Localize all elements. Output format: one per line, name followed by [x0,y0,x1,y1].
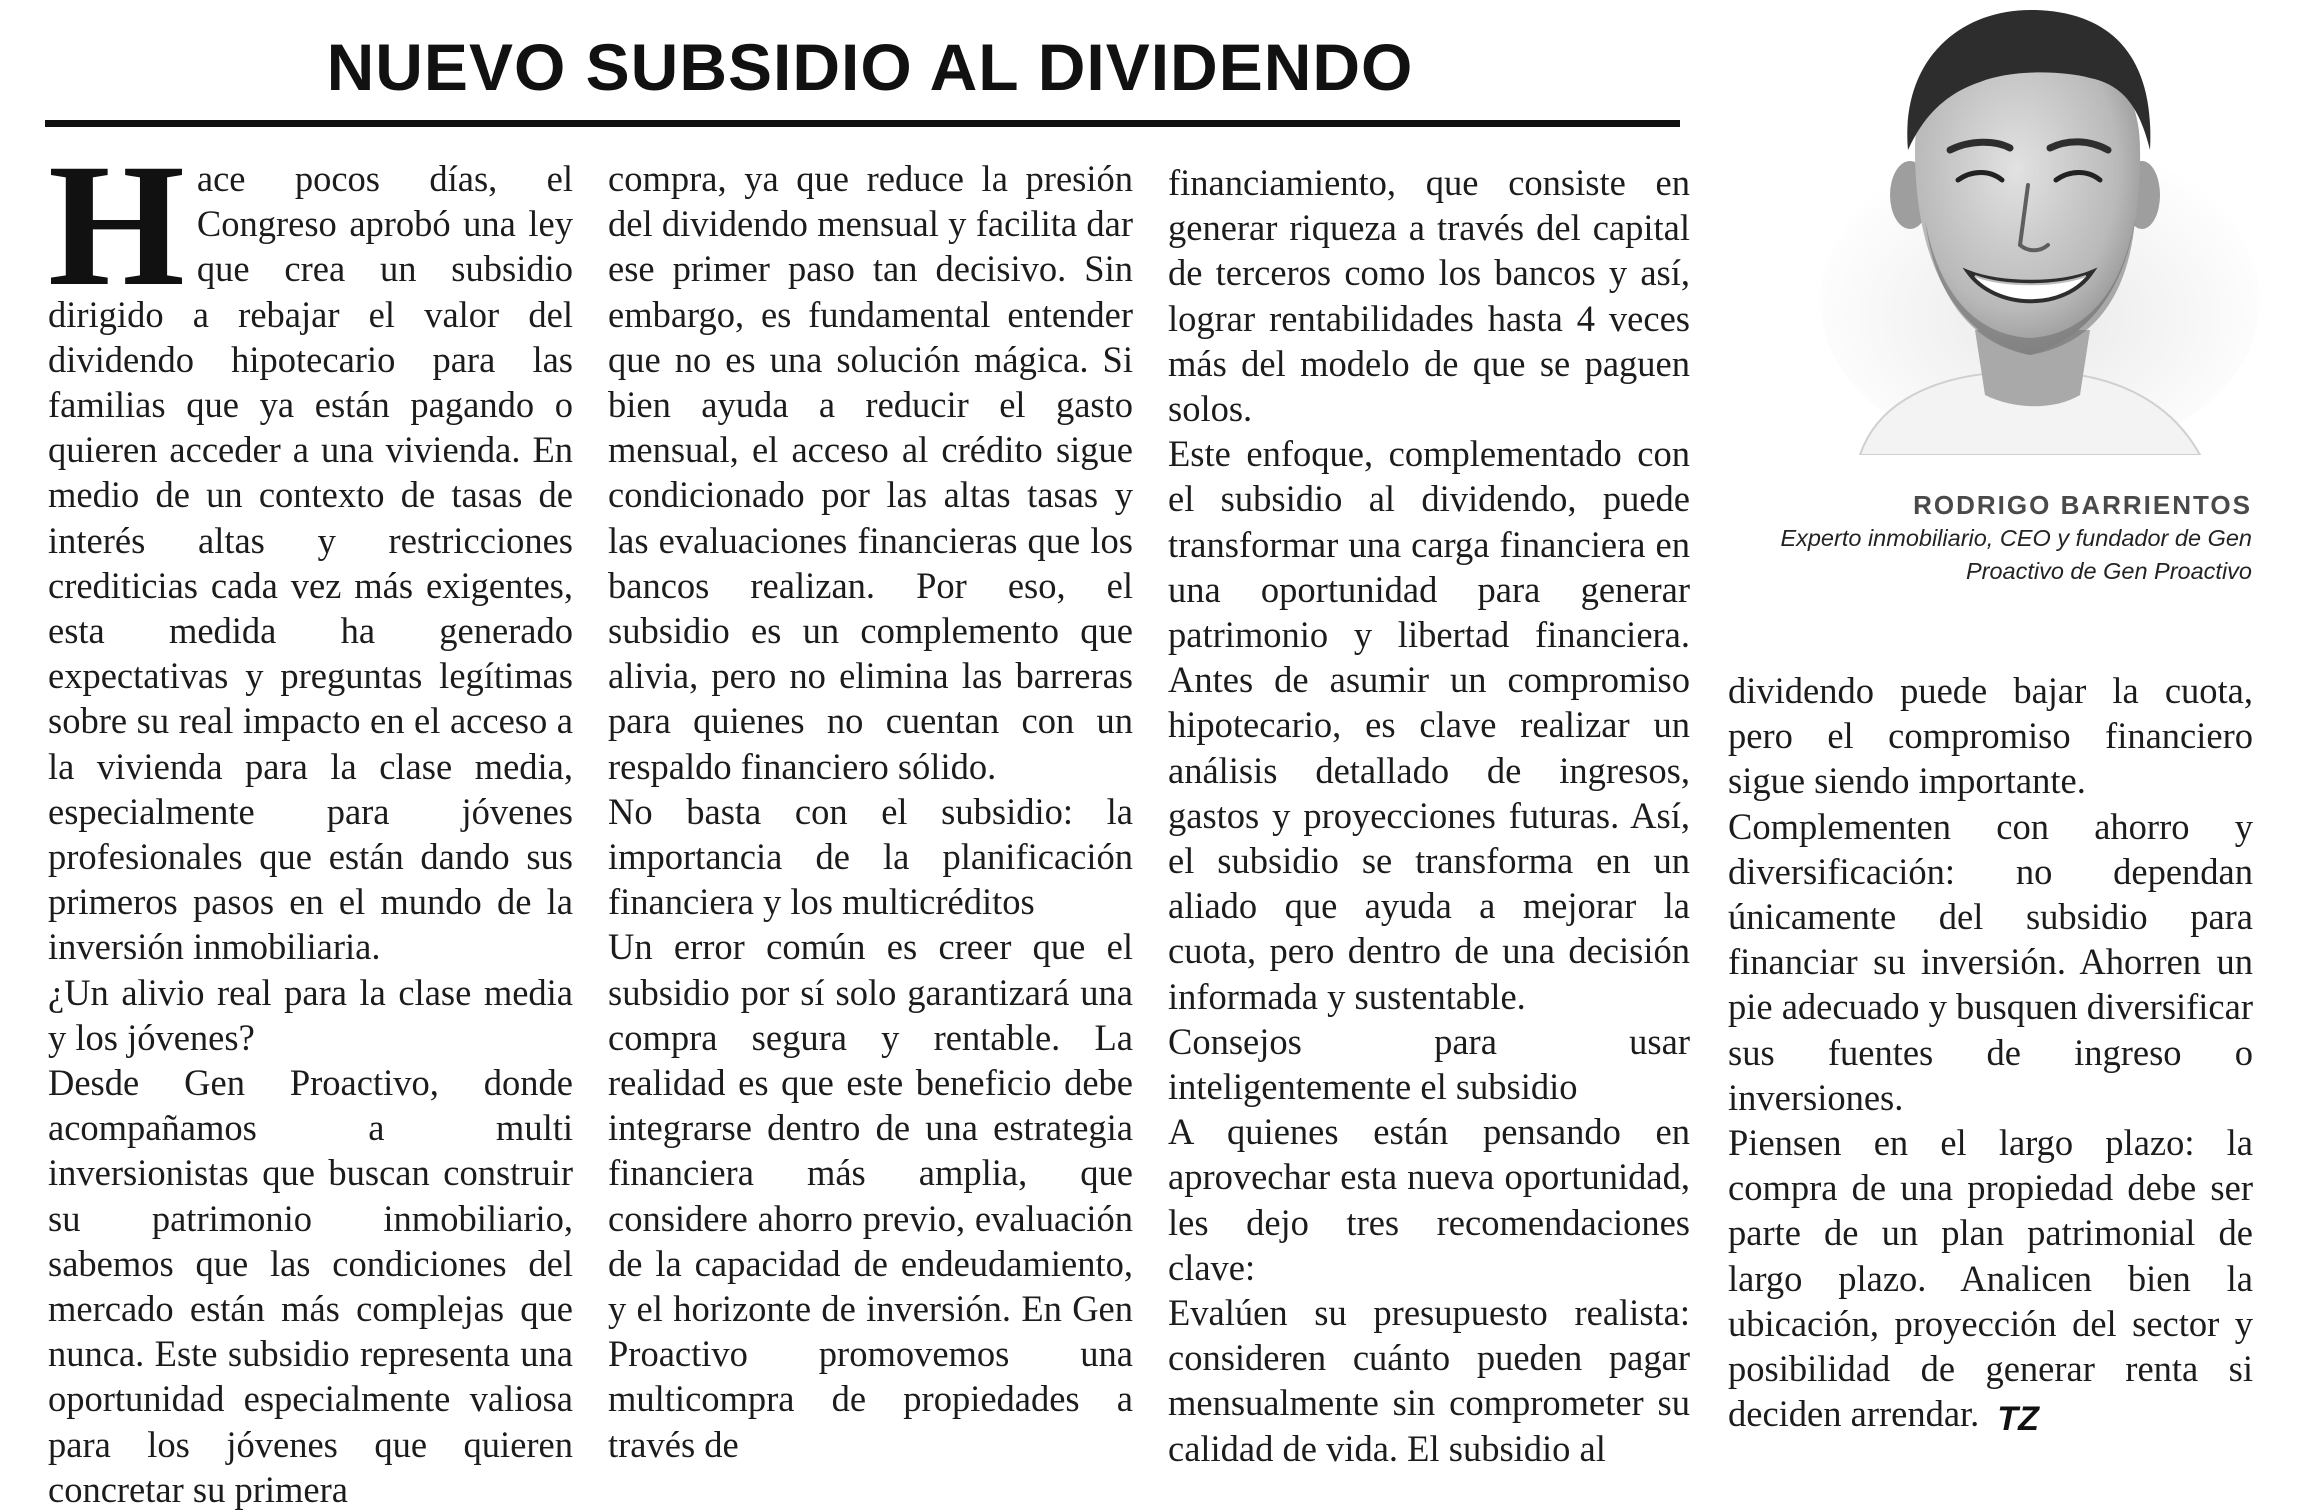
drop-cap: H [48,128,185,323]
author-name: RODRIGO BARRIENTOS [1913,490,2252,520]
subheading: ¿Un alivio real para la clase media y los jóvenes? [48,971,573,1058]
article-column-4 [1728,668,2253,1442]
paragraph: Desde Gen Proactivo, donde acompañamos a multi inversionistas que buscan construir su patrimonio inmobiliario, sabemos que las condiciones del mercado están más complejas que nunca. Este subsidio representa una oportunidad especialmente valiosa para los jóvenes que quieren concretar su primera [48,1062,573,1510]
headline: NUEVO SUBSIDIO AL DIVIDENDO [326,30,1414,104]
paragraph: compra, ya que reduce la presión del dividendo mensual y facilita dar ese primer paso tan decisivo. Sin embargo, es fundamental entender que no es una solución mágica. Si bien ayuda a reducir el gasto mensual, el acceso al crédito sigue condicionado por las altas tasas y las evaluaciones financieras que los bancos realizan. Por eso, el subsidio es un complemento que alivia, pero no elimina las barreras para quienes no cuentan con un respaldo financiero sólido. [608,158,1133,787]
paragraph [48,128,573,970]
paragraph: A quienes están pensando en aprovechar esta nueva oportunidad, les dejo tres recomendaciones clave: [1168,1111,1690,1288]
paragraph: Evalúen su presupuesto realista: consideren cuánto pueden pagar mensualmente sin comprometer su calidad de vida. El subsidio al [1168,1292,1690,1469]
paragraph: dividendo puede bajar la cuota, pero el compromiso financiero sigue siendo importante. [1728,670,2253,802]
headline-rule [45,120,1680,127]
article-column-1 [48,128,573,1512]
paragraph: financiamiento, que consiste en generar riqueza a través del capital de terceros como los bancos y así, lograr rentabilidades hasta 4 veces más del modelo de que se paguen solos. [1168,162,1690,430]
author-role-line-2: Proactivo de Gen Proactivo [1965,558,2252,584]
author-info [1740,488,2252,588]
article-column-3 [1168,160,1690,1471]
subheading: No basta con el subsidio: la importancia de la planificación financiera y los multicréditos [608,790,1133,923]
paragraph-text: Piensen en el largo plazo: la compra de una propiedad debe ser parte de un plan patrimonial de largo plazo. Analicen bien la ubicación, proyección del sector y posibilidad de generar renta si deciden arrendar. [1728,1122,2253,1435]
subheading: Consejos para usar inteligentemente el subsidio [1168,1020,1690,1108]
author-role-line-1: Experto inmobiliario, CEO y fundador de Gen [1780,525,2252,551]
author-portrait [1790,0,2260,455]
article-column-2 [608,156,1133,1467]
publication-logo-icon: TZ [1997,1400,2039,1439]
paragraph [1728,1120,2253,1442]
paragraph: Este enfoque, complementado con el subsidio al dividendo, puede transformar una carga financiera en una oportunidad para generar patrimonio y libertad financiera. Antes de asumir un compromiso hipotecario, es clave realizar un análisis detallado de ingresos, gastos y proyecciones futuras. Así, el subsidio se transforma en un aliado que ayuda a mejorar la cuota, pero dentro de una decisión informada y sustentable. [1168,433,1690,1017]
author-photo-icon [1790,0,2260,455]
paragraph-text: ace pocos días, el Congreso aprobó una ley que crea un subsidio dirigido a rebajar el valor del dividendo hipotecario para las familias que ya están pagando o quieren acceder a una vivienda. En medio de un contexto de tasas de interés altas y restricciones crediticias cada vez más exigentes, esta medida ha generado expectativas y preguntas legítimas sobre su real impacto en el acceso a la vivienda para la clase media, especialmente para jóvenes profesionales que están dando sus primeros pasos en el mundo de la inversión inmobiliaria. [48,158,573,968]
paragraph: Un error común es creer que el subsidio por sí solo garantizará una compra segura y rentable. La realidad es que este beneficio debe integrarse dentro de una estrategia financiera más amplia, que considere ahorro previo, evaluación de la capacidad de endeudamiento, y el horizonte de inversión. En Gen Proactivo promovemos una multicompra de propiedades a través de [608,926,1133,1465]
paragraph: Complementen con ahorro y diversificación: no dependan únicamente del subsidio para financiar su inversión. Ahorren un pie adecuado y busquen diversificar sus fuentes de ingreso o inversiones. [1728,805,2253,1118]
